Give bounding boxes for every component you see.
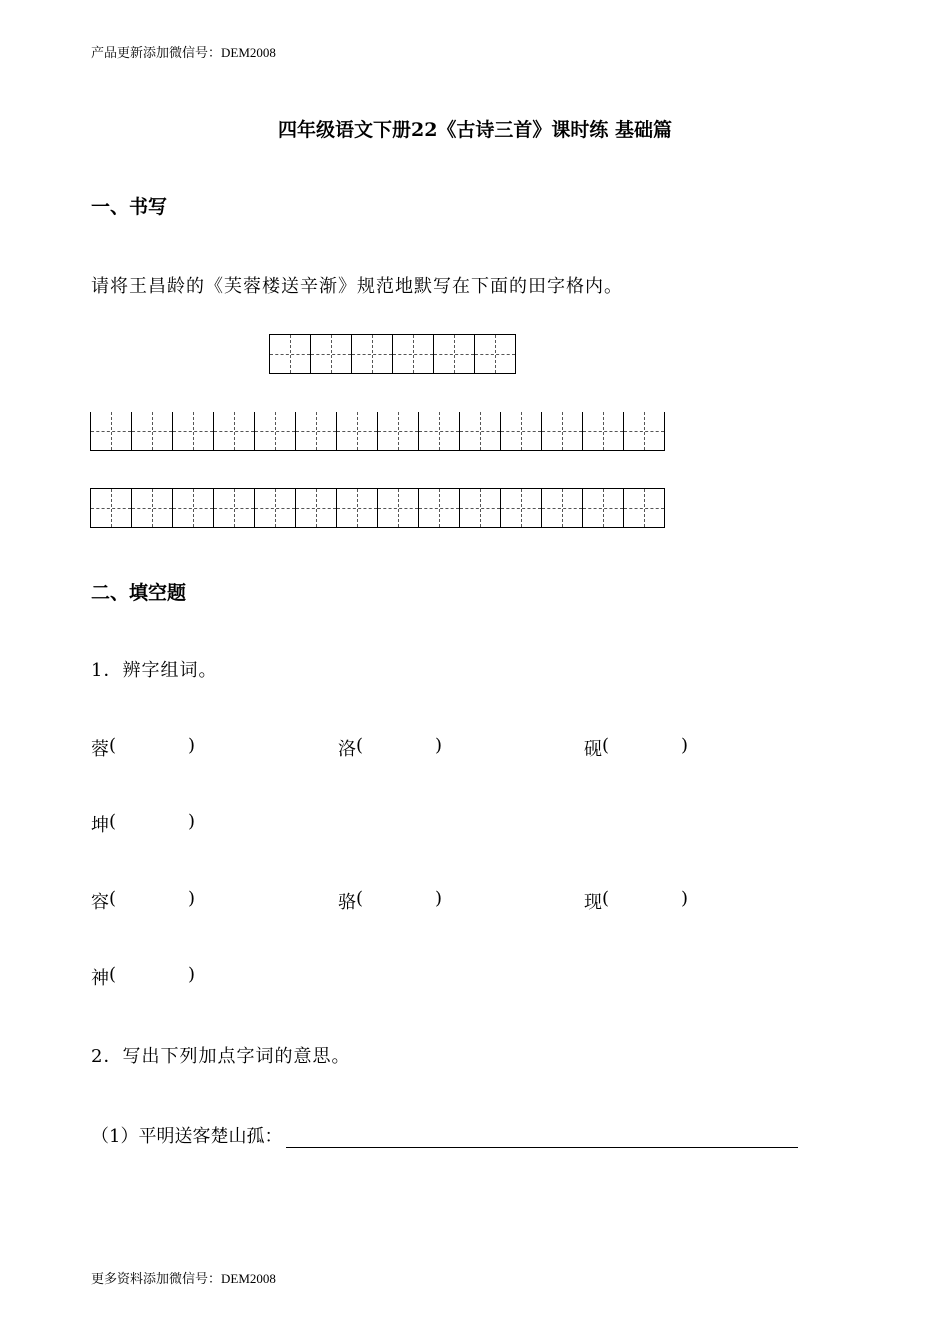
grid-cell[interactable] [624,412,665,451]
question-2-label: 2．写出下列加点字词的意思。 [91,1046,351,1067]
grid-cell[interactable] [583,488,624,528]
grid-cell[interactable] [173,488,214,528]
answer-line[interactable] [286,1129,798,1148]
answer-blank[interactable] [116,735,188,761]
grid-cell[interactable] [132,412,173,451]
word-group-item: 骆 ( ) [338,888,443,913]
answer-blank[interactable] [363,888,435,914]
answer-blank[interactable] [116,888,188,914]
word-char: 骆 [338,892,356,913]
grid-cell[interactable] [214,488,255,528]
answer-blank[interactable] [116,964,188,990]
answer-blank[interactable] [363,735,435,761]
grid-cell[interactable] [173,412,214,451]
grid-cell[interactable] [460,488,501,528]
word-group-item: 洛 ( ) [338,735,443,760]
word-char: 蓉 [91,739,109,760]
page-title: 四年级语文下册22《古诗三首》课时练 基础篇 [277,119,673,141]
grid-cell[interactable] [352,334,393,374]
grid-cell[interactable] [337,412,378,451]
grid-cell[interactable] [91,488,132,528]
grid-cell[interactable] [501,412,542,451]
grid-cell[interactable] [542,412,583,451]
writing-instruction: 请将王昌龄的《芙蓉楼送辛渐》规范地默写在下面的田字格内。 [91,276,623,297]
word-char: 砚 [584,739,602,760]
word-group-item: 砚 ( ) [584,735,689,760]
word-char: 坤 [91,815,109,836]
poem-writing-grid-row-2[interactable] [90,488,665,528]
grid-cell[interactable] [434,334,475,374]
grid-cell[interactable] [419,412,460,451]
question-1-label: 1．辨字组词。 [91,660,218,681]
grid-cell[interactable] [337,488,378,528]
word-group-item: 容 ( ) [91,888,196,913]
section-heading-writing: 一、书写 [91,196,168,218]
word-char: 现 [584,892,602,913]
answer-blank[interactable] [116,811,188,837]
word-char: 洛 [338,739,356,760]
grid-cell[interactable] [624,488,665,528]
grid-cell[interactable] [378,412,419,451]
grid-cell[interactable] [296,412,337,451]
grid-cell[interactable] [583,412,624,451]
page-footer: 更多资料添加微信号：DEM2008 [91,1271,276,1286]
grid-cell[interactable] [214,412,255,451]
answer-blank[interactable] [609,888,681,914]
grid-cell[interactable] [501,488,542,528]
poem-writing-grid-row-1[interactable] [90,412,665,451]
word-char: 神 [91,968,109,989]
page-header: 产品更新添加微信号：DEM2008 [91,45,276,60]
grid-cell[interactable] [91,412,132,451]
word-group-item: 神 ( ) [91,964,196,989]
grid-cell[interactable] [270,334,311,374]
question-2-item-1-text: （1）平明送客楚山孤： [91,1126,283,1147]
section-heading-fill-blank: 二、填空题 [91,582,187,604]
grid-cell[interactable] [296,488,337,528]
word-group-item: 蓉 ( ) [91,735,196,760]
word-char: 容 [91,892,109,913]
title-writing-grid[interactable] [269,334,516,374]
word-group-item: 现 ( ) [584,888,689,913]
grid-cell[interactable] [542,488,583,528]
answer-blank[interactable] [609,735,681,761]
grid-cell[interactable] [419,488,460,528]
grid-cell[interactable] [393,334,434,374]
grid-cell[interactable] [378,488,419,528]
word-group-item: 坤 ( ) [91,811,196,836]
grid-cell[interactable] [311,334,352,374]
question-2-item-1 [91,1122,798,1148]
grid-cell[interactable] [255,412,296,451]
grid-cell[interactable] [475,334,516,374]
grid-cell[interactable] [255,488,296,528]
grid-cell[interactable] [460,412,501,451]
grid-cell[interactable] [132,488,173,528]
